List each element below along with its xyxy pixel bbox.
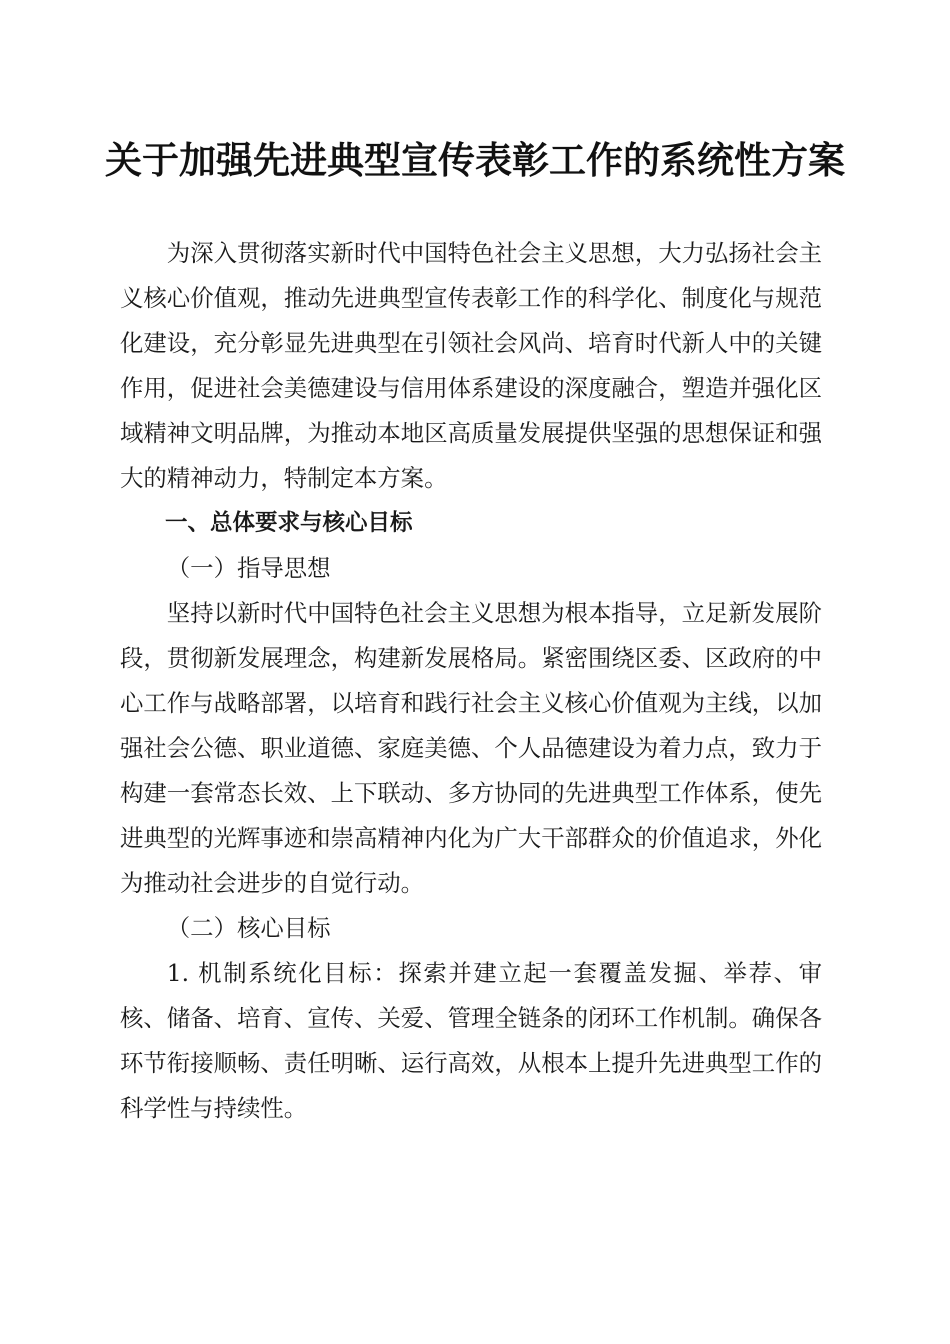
core-goal-item-1: 1. 机制系统化目标：探索并建立起一套覆盖发掘、举荐、审核、储备、培育、宣传、关爱、管理全链条的闭环工作机制。确保各环节衔接顺畅、责任明晰、运行高效，从根本上提升先进典型工作的科学性与持续性。	[120, 959, 822, 1122]
subsection-heading-core-goals: （二）核心目标	[166, 914, 331, 942]
intro-paragraph: 为深入贯彻落实新时代中国特色社会主义思想，大力弘扬社会主义核心价值观，推动先进典型宣传表彰工作的科学化、制度化与规范化建设，充分彰显先进典型在引领社会风尚、培育时代新人中的关键作用，促进社会美德建设与信用体系建设的深度融合，塑造并强化区域精神文明品牌，为推动本地区高质量发展提供坚强的思想保证和强大的精神动力，特制定本方案。	[120, 239, 822, 492]
document-body	[120, 231, 822, 1131]
guiding-thought-paragraph: 坚持以新时代中国特色社会主义思想为根本指导，立足新发展阶段，贯彻新发展理念，构建新发展格局。紧密围绕区委、区政府的中心工作与战略部署，以培育和践行社会主义核心价值观为主线，以加强社会公德、职业道德、家庭美德、个人品德建设为着力点，致力于构建一套常态长效、上下联动、多方协同的先进典型工作体系，使先进典型的光辉事迹和崇高精神内化为广大干部群众的价值追求，外化为推动社会进步的自觉行动。	[120, 599, 822, 897]
subsection-heading-guiding-thought: （一）指导思想	[166, 554, 331, 582]
document-title: 关于加强先进典型宣传表彰工作的系统性方案	[105, 138, 845, 182]
section-heading: 一、总体要求与核心目标	[165, 510, 413, 536]
